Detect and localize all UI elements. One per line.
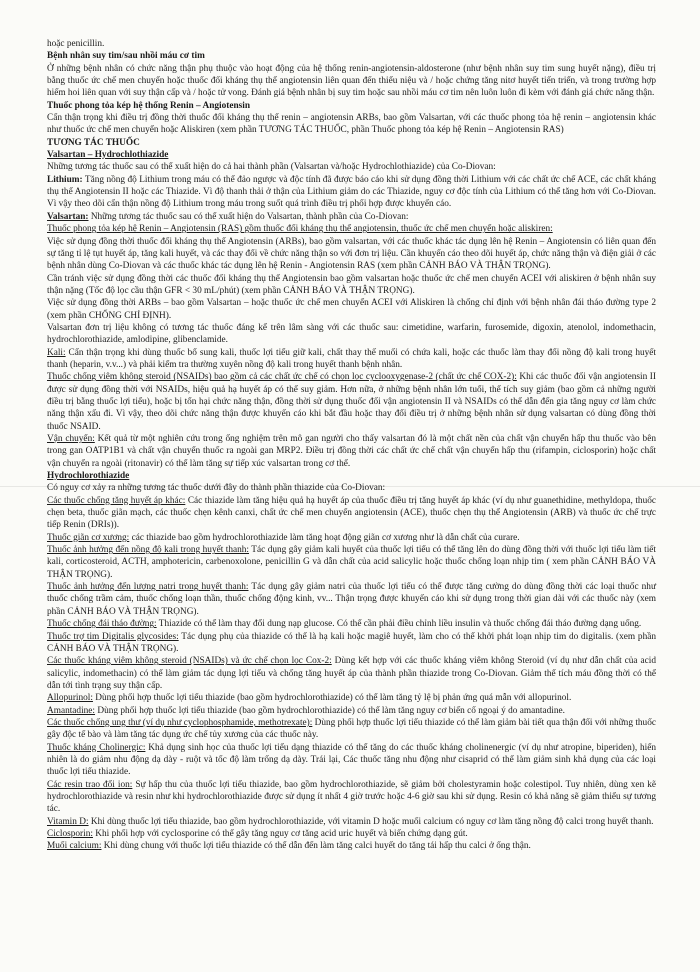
heading-heart-failure: Bệnh nhân suy tim/sau nhồi máu cơ tim bbox=[47, 51, 205, 62]
label-lithium: Lithium: bbox=[47, 174, 83, 185]
heading-valsartan-hct: Valsartan – Hydrochlothiazide bbox=[47, 150, 169, 161]
paragraph-ras-2: Cần tránh việc sử dụng đồng thời các thuốc đối kháng thụ thể Angiotensin bao gồm valsartan hoặc thuốc ức chế men chuyển ACEI với aliskiren ở bệnh nhân suy thận nặng (Tốc độ lọc cầu thận GFR < 30 mL/phút) (xem phần CẢNH BÁO VÀ THẬN TRỌNG). bbox=[47, 273, 656, 296]
paragraph-kali bbox=[47, 347, 656, 372]
label-muscle-relaxant: Thuốc giãn cơ xương: bbox=[47, 532, 130, 543]
text-antihypertensive: Các thiazide làm tăng hiệu quả hạ huyết áp của thuốc điều trị tăng huyết áp khác (ví dụ như guanethidine, methyldopa, thuốc chẹn beta, thuốc giãn mạch, các thuốc chẹn kênh canxi, chất ức chế men chuyển angiotensin (ACE), thuốc chẹn thụ thể Angiotensin (ARB) và thuốc ức chế trực tiếp Renin (DRIs)). bbox=[47, 495, 656, 531]
paragraph-hct-intro: Có nguy cơ xảy ra những tương tác thuốc dưới đây do thành phần thiazide của Co-Diovan: bbox=[47, 483, 386, 494]
paragraph-calcium bbox=[47, 840, 656, 852]
paragraph-serum-potassium bbox=[47, 544, 656, 581]
label-cytotoxic: Các thuốc chống ung thư (ví dụ như cyclophosphamide, methotrexate): bbox=[47, 717, 313, 728]
label-allopurinol: Allopurinol: bbox=[47, 693, 93, 704]
text-muscle-relaxant: các thiazide bao gồm hydrochlorothiazide làm tăng hoạt động giãn cơ xương như là dẫn chất của curare. bbox=[129, 532, 520, 543]
label-calcium: Muối calcium: bbox=[47, 841, 102, 852]
text-nsaid: Khi các thuốc đối vận angiotensin II được sử dụng đồng thời với NSAIDs, hiệu quả hạ huyết áp có thể suy giảm. Hơn nữa, ở những bệnh nhân lớn tuổi, thể tích suy giảm (bao gồm cả những người điều trị bằng thuốc lợi tiểu), hoặc bị tổn hại chức năng thận, đồng thời sử dụng thuốc đối vận angiotensin II và NSAIDs có thể dẫn đến gia tăng nguy cơ làm chức năng thận xấu đi. Vì vậy, theo dõi chức năng thận được khuyến cáo khi bắt đầu hoặc thay đổi điều trị ở những bệnh nhân sử dụng valsartan có dùng đồng thời thuốc NSAID. bbox=[47, 372, 657, 432]
paragraph-dual-blockade: Cẩn thận trọng khi điều trị đồng thời thuốc đối kháng thụ thể renin – angiotensin ARBs, bao gồm Valsartan, với các thuốc phong tỏa hệ renin – angiotensin khác như thuốc ức chế men chuyển hoặc Aliskiren (xem phần TƯƠNG TÁC THUỐC, phần Thuốc phong tỏa kép hệ Renin – Angiotensin RAS) bbox=[47, 113, 656, 136]
paragraph-heart-failure: Ở những bệnh nhân có chức năng thận phụ thuộc vào hoạt động của hệ thống renin-angiotensin-aldosterone (như bệnh nhân suy tim sung huyết nặng), điều trị bằng thuốc ức chế men chuyển hoặc thuốc đối kháng thụ thể angiotensin liên quan đến thiểu niệu và / hoặc chứng tăng nitơ huyết tiến triển, và trong trường hợp hiếm hoi liên quan với suy thận cấp và / hoặc tử vong. Đánh giá bệnh nhân bị suy tim hoặc sau nhồi máu cơ tim nên luôn luôn đi kèm với đánh giá chức năng thận. bbox=[47, 63, 656, 99]
paragraph-muscle-relaxant bbox=[47, 532, 656, 544]
label-nsaid-cox2: Các thuốc kháng viêm không steroid (NSAIDs) và ức chế chọn lọc Cox-2: bbox=[47, 656, 332, 667]
text-ciclosporin: Khi phối hợp với cyclosporine có thể gây tăng nguy cơ tăng acid uric huyết và biến chứng dạng gút. bbox=[92, 829, 468, 839]
paragraph-vitamin-d bbox=[47, 816, 656, 828]
label-ras: Thuốc phong tỏa kép hệ Renin – Angiotensin (RAS) gồm thuốc đối kháng thụ thể angiotensin, thuốc ức chế men chuyển hoặc aliskiren: bbox=[47, 224, 553, 235]
text-serum-sodium: Tác dụng gây giảm natri của thuốc lợi tiểu có thể được tăng cường do dùng đồng thời các loại thuốc như thuốc chống trầm cảm, thuốc chống loạn thần, thuốc chống động kinh, vv... Thận trọng được khuyến cáo khi sử dụng trong thời gian dài với các thuốc này (xem phần CẢNH BÁO VÀ THẬN TRỌNG). bbox=[47, 582, 656, 617]
heading-interactions: TƯƠNG TÁC THUỐC bbox=[47, 137, 140, 148]
paper-fold-line bbox=[0, 486, 700, 487]
label-serum-sodium: Thuốc ảnh hưởng đến lượng natri trong huyết thanh: bbox=[47, 582, 249, 593]
paragraph-resin bbox=[47, 779, 656, 816]
label-nsaid: Thuốc chống viêm không steroid (NSAIDs) bao gồm cả các chất ức chế có chọn lọc cyclooxygenase-2 (chất ức chế COX-2): bbox=[47, 372, 517, 383]
text-allopurinol: Dùng phối hợp thuốc lợi tiểu thiazide (bao gồm hydrochlorothiazide) có thể làm tăng tỷ lệ bị phản ứng quá mẫn với allopurinol. bbox=[92, 693, 572, 704]
paragraph-cytotoxic bbox=[47, 717, 656, 742]
paragraph-antihypertensive bbox=[47, 495, 656, 532]
label-digitalis: Thuốc trợ tim Digitalis glycosides: bbox=[47, 631, 179, 642]
label-transport: Vận chuyển: bbox=[47, 434, 95, 444]
paragraph-no-interaction: Valsartan đơn trị liệu không có tương tác thuốc đáng kể trên lâm sàng với các thuốc sau: cimetidine, warfarin, furosemide, digoxin, atenolol, indomethacin, hydrochlorothiazide, amlodipine, glibenclamide. bbox=[47, 322, 656, 346]
paragraph-ras-3: Việc sử dụng đồng thời ARBs – bao gồm Valsartan – hoặc thuốc ức chế men chuyển ACEI với Aliskiren là chống chỉ định với bệnh nhân đái tháo đường type 2 (xem phần CHỐNG CHỈ ĐỊNH). bbox=[47, 298, 656, 321]
paragraph-allopurinol bbox=[47, 692, 656, 704]
label-ciclosporin: Ciclosporin: bbox=[47, 829, 93, 839]
text-anticholinergic: Khả dụng sinh học của thuốc lợi tiểu dạng thiazide có thể tăng do các thuốc kháng cholinenergic (ví dụ như atropine, biperiden), hiển nhiên là do giảm nhu động dạ dày - ruột và tốc độ làm trống dạ dày. Trái lại, Các thuốc tăng nhu động như cisaprid có thể làm giảm sinh khả dụng của các loại thuốc lợi tiểu thiazide. bbox=[47, 742, 656, 778]
paragraph-amantadine bbox=[47, 705, 656, 717]
label-vitamin-d: Vitamin D: bbox=[47, 816, 89, 827]
text-amantadine: Dùng phối hợp thuốc lợi tiểu thiazide (bao gồm hydrochlorothiazide) có thể làm tăng nguy cơ biến cố ngoại ý do amantadine. bbox=[95, 705, 565, 716]
paragraph-transport bbox=[47, 433, 656, 470]
text-valsartan: Những tương tác thuốc sau có thể xuất hiện do Valsartan, thành phần của Co-Diovan: bbox=[88, 211, 409, 222]
paragraph-ciclosporin bbox=[47, 828, 656, 840]
paragraph-valsartan-hct: Những tương tác thuốc sau có thể xuất hiện do cả hai thành phần (Valsartan và/hoặc Hydrochlothiazide) của Co-Diovan: bbox=[47, 162, 496, 173]
label-valsartan: Valsartan: bbox=[47, 211, 89, 222]
text-vitamin-d: Khi dùng thuốc lợi tiểu thiazide, bao gồm hydrochlorothiazide, với vitamin D hoặc muối calcium có nguy cơ làm tăng nồng độ calci trong huyết thanh. bbox=[88, 816, 654, 827]
paragraph-nsaid-cox2 bbox=[47, 655, 656, 692]
text-transport: Kết quả từ một nghiên cứu trong ống nghiệm trên mô gan người cho thấy valsartan đó là một chất nền của chất vận chuyển hấp thu thuốc vào bên trong gan OATP1B1 và chất vận chuyển thuốc ra ngoài gan MRP2. Điều trị đồng thời các chất ức chế chất vận chuyển hấp thu (rifampin, ciclosporin) hoặc chất vận chuyển ra ngoài (ritonavir) có thể làm tăng sự tiếp xúc valsartan trong cơ thể. bbox=[47, 434, 656, 469]
paragraph: hoặc penicillin. bbox=[47, 39, 105, 49]
text-calcium: Khi dùng chung với thuốc lợi tiểu thiazide có thể dẫn đến làm tăng calci huyết do tăng tái hấp thu calci ở ống thận. bbox=[101, 841, 531, 852]
text-serum-potassium: Tác dụng gây giảm kali huyết của thuốc lợi tiểu có thể tăng lên do dùng đồng thời với thuốc lợi tiểu làm tiết kali, corticosteroid, ACTH, amphotericin, carbenoxolone, penicillin G và dẫn chất của acid salicylic hoặc thuốc chống loạn nhịp tim ( xem phần CẢNH BÁO VÀ THẬN TRỌNG). bbox=[47, 545, 657, 580]
paragraph-ras-1: Việc sử dụng đồng thời thuốc đối kháng thụ thể Angiotensin (ARBs), bao gồm valsartan, với các thuốc khác tác dụng lên hệ Renin – Angiotensin có liên quan đến sự tăng tỉ lệ tụt huyết áp, tăng kali huyết, và các thay đổi về chức năng thận so với đơn trị liệu. Cần khuyến cáo theo dõi huyết áp, chức năng thận và điện giải ở các bệnh nhân dùng Co-Diovan và các thuốc khác tác dụng lên hệ Renin - Angiotensin RAS (xem phần CẢNH BÁO VÀ THẬN TRỌNG). bbox=[47, 236, 656, 272]
label-anticholinergic: Thuốc kháng Cholinergic: bbox=[47, 742, 146, 753]
text-resin: Sự hấp thu của thuốc lợi tiểu thiazide, bao gồm hydrochlorothiazide, sẽ giảm bởi cholestyramin hoặc colestipol. Tuy nhiên, dùng xen kẽ hydrochlorothiazide và resin như khi hydrochlorothiazide được sử dụng ít nhất 4 giờ trước hoặc 4-6 giờ sau khi sử dụng. Resin có khả năng sẽ giảm thiểu sự tương tác. bbox=[47, 779, 656, 815]
paragraph-serum-sodium bbox=[47, 581, 656, 618]
label-serum-potassium: Thuốc ảnh hưởng đến nồng độ kali trong huyết thanh: bbox=[47, 545, 250, 556]
paragraph-valsartan bbox=[47, 211, 656, 223]
heading-dual-blockade: Thuốc phong tỏa kép hệ thống Renin – Angiotensin bbox=[47, 100, 251, 111]
text-kali: Cẩn thận trọng khi dùng thuốc bổ sung kali, thuốc lợi tiểu giữ kali, chất thay thế muối có chứa kali, hoặc các thuốc làm thay đổi nồng độ kali trong huyết thanh (heparin, v.v...) và phải kiểm tra thường xuyên nồng độ kali trong huyết thanh bệnh nhân. bbox=[47, 347, 656, 370]
paragraph-digitalis bbox=[47, 631, 656, 656]
heading-hydrochlorothiazide: Hydrochlorothiazide bbox=[47, 471, 130, 482]
label-kali: Kali: bbox=[47, 347, 66, 358]
text-nsaid-cox2: Dùng kết hợp với các thuốc kháng viêm không Steroid (ví dụ như dẫn chất của acid salicylic, indomethacin) có thể làm giảm tác dụng lợi tiểu và chống tăng huyết áp của thành phần thiazide trong Co-Diovan. Giảm thể tích máu đồng thời có thể dẫn tới tình trạng suy thận cấp. bbox=[47, 656, 656, 691]
label-antihypertensive: Các thuốc chống tăng huyết áp khác: bbox=[47, 495, 186, 506]
paragraph-lithium bbox=[47, 174, 656, 211]
label-antidiabetic: Thuốc chống đái tháo đường: bbox=[47, 619, 157, 630]
text-digitalis: Tác dụng phụ của thiazide có thể là hạ kali hoặc magiê huyết, làm cho có thể khởi phát loạn nhịp tim do digitalis. (xem phần CẢNH BÁO VÀ THẬN TRỌNG). bbox=[47, 631, 656, 654]
label-resin: Các resin trao đổi ion: bbox=[47, 779, 133, 790]
paragraph-antidiabetic bbox=[47, 618, 656, 630]
text-cytotoxic: Dùng phối hợp thuốc lợi tiểu thiazide có thể làm giảm bài tiết qua thận đối với những thuốc gây độc tế bào và làm tăng tác dụng ức chế tủy xương của các thuốc này. bbox=[47, 717, 656, 741]
paragraph-anticholinergic bbox=[47, 742, 656, 779]
text-lithium: Tăng nồng độ Lithium trong máu có thể đảo ngược và độc tính đã được báo cáo khi sử dụng đồng thời Lithium với các chất ức chế ACE, các chất kháng thụ thể Angiotensin II hoặc các Thiazide. Vì độ thanh thải ở thận của Lithium giảm do các Thiazide, nguy cơ độc tính của Lithium có thể tăng hơn với Co-Diovan. Vì vậy theo dõi cẩn thận nồng độ Lithium trong máu trong suốt quá trình điều trị phối hợp được khuyến cáo. bbox=[47, 174, 656, 210]
text-antidiabetic: Thiazide có thể làm thay đổi dung nạp glucose. Có thể cần phải điều chỉnh liều insulin và thuốc chống đái tháo đường dạng uống. bbox=[156, 619, 642, 630]
paragraph-nsaid bbox=[47, 371, 656, 433]
label-amantadine: Amantadine: bbox=[47, 705, 96, 716]
